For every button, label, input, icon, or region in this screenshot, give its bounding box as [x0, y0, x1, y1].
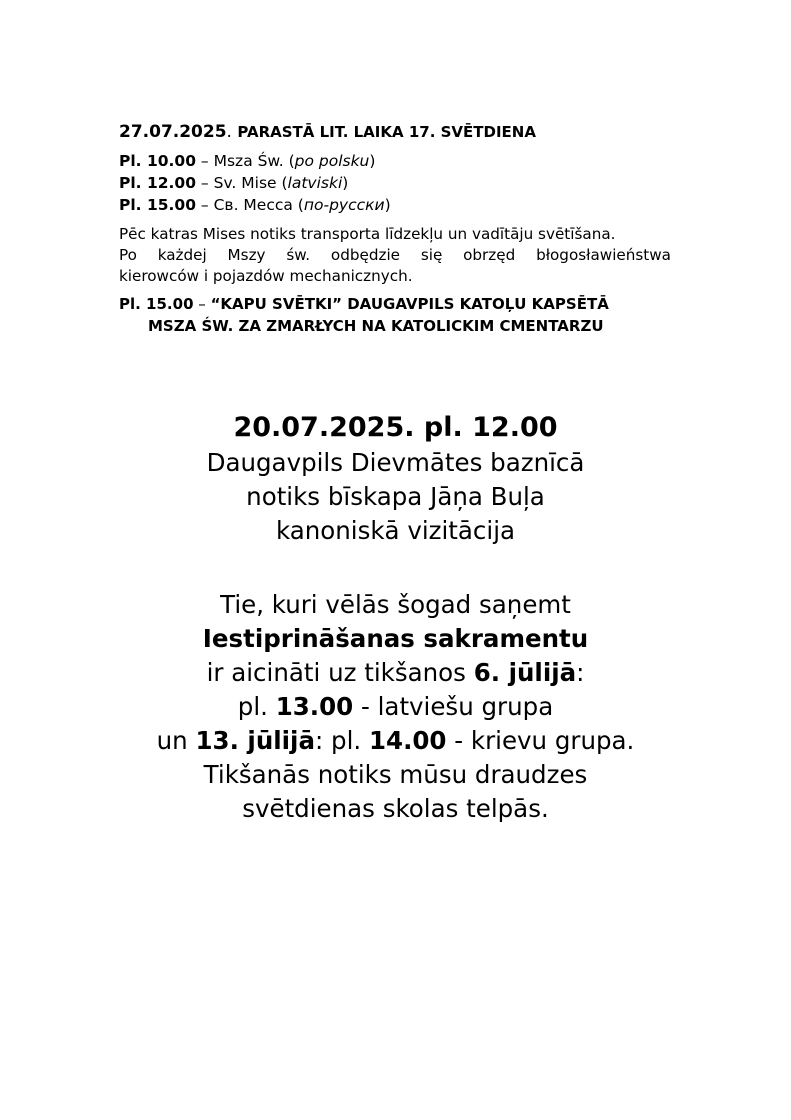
- mass-paren: ): [384, 196, 391, 214]
- meeting-date: 6. jūlijā: [473, 658, 577, 687]
- confirmation-line4: [0, 690, 791, 724]
- mass-language: по-русски: [303, 196, 385, 214]
- visitation-line3: kanoniskā vizitācija: [275, 516, 516, 545]
- mass-name: Св. Месса (: [213, 196, 304, 214]
- cemetery-mass: [119, 293, 671, 337]
- latvian-group-label: - latviešu grupa: [353, 692, 554, 721]
- note-polish-line1: Po każdej Mszy św. odbędzie się obrzęd błogosławieństwa: [119, 246, 671, 264]
- mass-time: Pl. 15.00: [119, 196, 196, 214]
- confirmation-announcement: [0, 588, 791, 826]
- mass-language: po polsku: [294, 152, 370, 170]
- vehicle-blessing-note: [119, 224, 671, 287]
- cemetery-title-lv: “KAPU SVĒTKI” DAUGAVPILS KATOĻU KAPSĒTĀ: [210, 295, 609, 313]
- confirmation-line7: svētdienas skolas telpās.: [242, 794, 549, 823]
- mass-paren: ): [369, 152, 376, 170]
- latvian-group-time: 13.00: [275, 692, 354, 721]
- mass-dash: –: [196, 152, 214, 170]
- time-prefix: pl.: [237, 692, 276, 721]
- note-polish-line2: kierowców i pojazdów mechanicznych.: [119, 267, 413, 285]
- cemetery-title-pl: MSZA ŚW. ZA ZMARŁYCH NA KATOLICKIM CMENTARZU: [148, 317, 604, 335]
- mass-polish: [119, 150, 671, 172]
- cemetery-time: Pl. 15.00: [119, 295, 194, 313]
- sunday-schedule: [119, 121, 671, 337]
- mass-time: Pl. 10.00: [119, 152, 196, 170]
- schedule-date: 27.07.2025: [119, 122, 227, 142]
- note-latvian: Pēc katras Mises notiks transporta līdzekļu un vadītāju svētīšana.: [119, 225, 616, 243]
- visitation-line2: notiks bīskapa Jāņa Buļa: [246, 482, 545, 511]
- mass-dash: –: [196, 174, 214, 192]
- mass-paren: ): [342, 174, 349, 192]
- confirmation-line5: [0, 724, 791, 758]
- mass-language: latviski: [287, 174, 343, 192]
- mass-name: Msza Św. (: [213, 152, 295, 170]
- confirmation-line2: [0, 622, 791, 656]
- schedule-date-separator: .: [226, 122, 232, 142]
- mass-latvian: [119, 172, 671, 194]
- time-prefix: : pl.: [314, 726, 369, 755]
- and-text: un: [156, 726, 196, 755]
- invite-text: ir aicināti uz tikšanos: [206, 658, 474, 687]
- bishop-visitation: [0, 410, 791, 548]
- confirmation-line1: Tie, kuri vēlās šogad saņemt: [220, 590, 571, 619]
- schedule-heading: [119, 121, 671, 143]
- visitation-line1: Daugavpils Dievmātes baznīcā: [206, 448, 585, 477]
- colon: :: [576, 658, 585, 687]
- confirmation-line6: Tikšanās notiks mūsu draudzes: [203, 760, 588, 789]
- russian-group-time: 14.00: [368, 726, 447, 755]
- visitation-datetime: 20.07.2025. pl. 12.00: [233, 412, 558, 443]
- mass-dash: –: [196, 196, 214, 214]
- sacrament-name: Iestiprināšanas sakramentu: [202, 624, 589, 653]
- mass-time: Pl. 12.00: [119, 174, 196, 192]
- confirmation-line3: [0, 656, 791, 690]
- mass-russian: [119, 194, 671, 216]
- schedule-title: PARASTĀ LIT. LAIKA 17. SVĒTDIENA: [237, 123, 536, 141]
- russian-group-date: 13. jūlijā: [195, 726, 315, 755]
- mass-name: Sv. Mise (: [213, 174, 288, 192]
- russian-group-label: - krievu grupa.: [446, 726, 635, 755]
- cemetery-dash: –: [193, 295, 211, 313]
